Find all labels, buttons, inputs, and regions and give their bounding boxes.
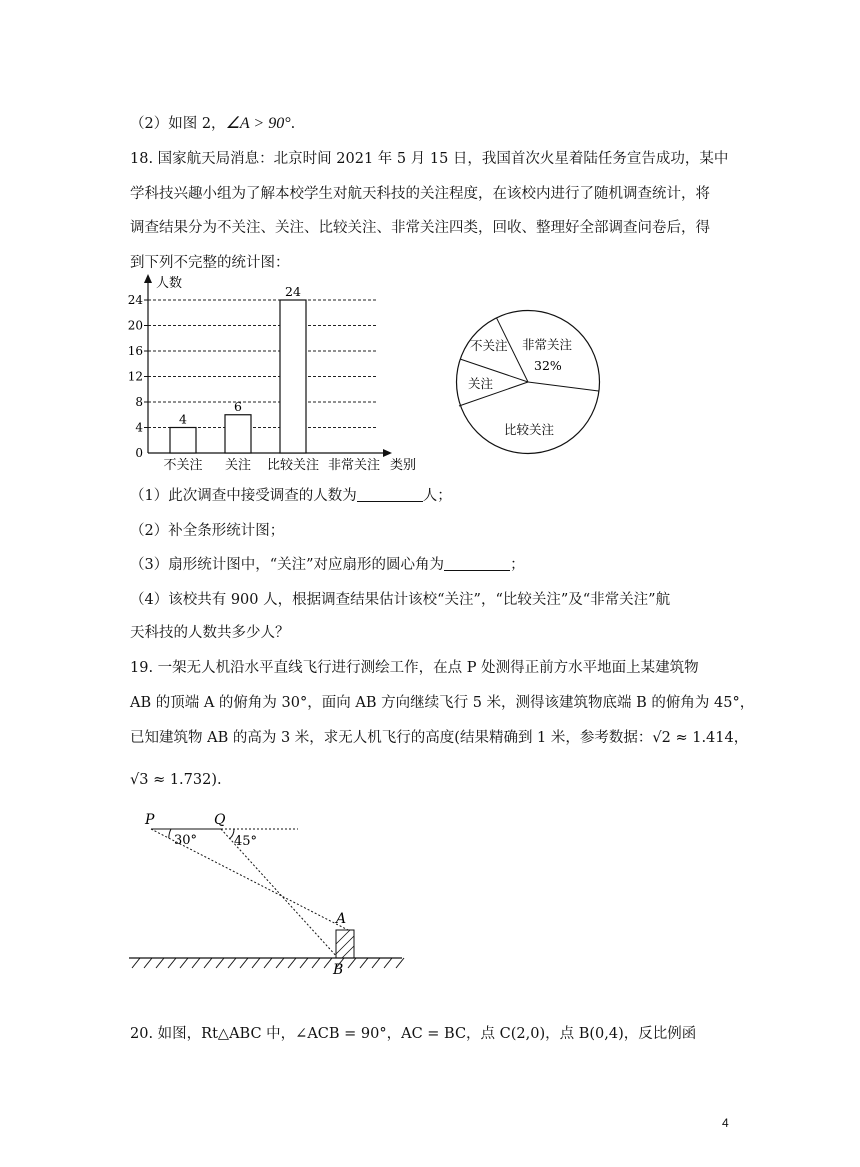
q18-line1: 18. 国家航天局消息：北京时间 2021 年 5 月 15 日，我国首次火星着陆任务宣告成功，某中 xyxy=(130,151,729,167)
ground-hatch-line xyxy=(216,958,224,968)
y-tick-label: 20 xyxy=(127,318,143,333)
ground-hatch-line xyxy=(264,958,272,968)
y-tick-label: 4 xyxy=(135,420,143,435)
y-tick-label: 8 xyxy=(135,395,143,409)
q17-part2-prefix: （2）如图 2， xyxy=(130,116,226,132)
q19-sqrt2: √2 ≈ 1.414， xyxy=(652,730,749,746)
q18-sub3-end: ； xyxy=(510,557,525,573)
ground-hatch-line xyxy=(168,958,176,968)
q18-sub1-text: （1）此次调查中接受调查的人数为 xyxy=(130,488,357,504)
ground-hatch-line xyxy=(312,958,320,968)
ground-hatch-line xyxy=(144,958,152,968)
bar xyxy=(280,300,306,453)
x-category-label: 比较关注 xyxy=(266,458,320,473)
q18-line2: 学科技兴趣小组为了解本校学生对航天科技的关注程度，在该校内进行了随机调查统计，将 xyxy=(130,186,710,202)
bar xyxy=(225,415,251,453)
bar-value-label: 4 xyxy=(179,411,187,427)
pie-divider-2 xyxy=(528,382,599,391)
ground-hatch-line xyxy=(192,958,200,968)
q19-line4: √3 ≈ 1.732). xyxy=(130,772,222,788)
q19-line3 xyxy=(130,726,748,747)
ground-hatch-line xyxy=(384,958,392,968)
ground-hatch-line xyxy=(180,958,188,968)
x-category-label: 关注 xyxy=(224,458,252,473)
ground-hatch-line xyxy=(276,958,284,968)
label-45: 45° xyxy=(234,834,258,849)
q19-line2: AB 的顶端 A 的俯角为 30°，面向 AB 方向继续飞行 5 米，测得该建筑物底端 B 的俯角为 45°， xyxy=(130,695,755,711)
ground-hatch-line xyxy=(252,958,260,968)
y-tick-label: 12 xyxy=(127,369,143,384)
ground-hatch-line xyxy=(156,958,164,968)
x-axis-label: 类别 xyxy=(390,458,417,473)
ground-hatching xyxy=(132,958,404,968)
ground-hatch-line xyxy=(228,958,236,968)
x-category-label: 不关注 xyxy=(163,458,203,473)
x-category-label: 非常关注 xyxy=(327,458,381,473)
y-axis-arrow xyxy=(144,274,152,283)
pie-label-none: 不关注 xyxy=(470,338,508,353)
q20-math: Rt△ABC 中，∠ACB = 90°，AC = BC，点 C(2,0)，点 B(0,4)，反比例函 xyxy=(201,1026,697,1042)
label-q: Q xyxy=(214,812,226,828)
q18-sub3-text: （3）扇形统计图中，“关注”对应扇形的圆心角为 xyxy=(130,557,445,573)
building-ab xyxy=(336,930,354,958)
bar xyxy=(170,428,196,454)
bar-chart xyxy=(126,270,426,480)
answer-blank-3[interactable] xyxy=(444,556,510,571)
label-30: 30° xyxy=(174,833,198,848)
q20-prefix: 20. 如图， xyxy=(130,1026,202,1042)
ground-hatch-line xyxy=(300,958,308,968)
q18-sub3 xyxy=(130,553,525,574)
q17-part2-suffix: . xyxy=(290,116,296,132)
q17-part2-math: ∠A > 90° xyxy=(225,115,291,132)
answer-blank-1[interactable] xyxy=(357,487,423,502)
q18-sub1 xyxy=(130,484,452,505)
ground-hatch-line xyxy=(288,958,296,968)
pie-label-very: 非常关注 xyxy=(522,337,573,352)
bar-value-label: 6 xyxy=(234,398,242,414)
q18-sub1-unit: 人； xyxy=(422,488,452,504)
q18-sub4-line2: 天科技的人数共多少人？ xyxy=(130,625,290,641)
ground-hatch-line xyxy=(324,958,332,968)
q18-sub4-line1: （4）该校共有 900 人，根据调查结果估计该校“关注”，“比较关注”及“非常关注”航 xyxy=(130,592,671,608)
pie-value-very: 32% xyxy=(534,358,562,373)
y-tick-label: 16 xyxy=(127,344,143,358)
ground-hatch-line xyxy=(240,958,248,968)
drone-figure xyxy=(126,808,408,978)
label-b: B xyxy=(333,962,344,978)
ground-hatch-line xyxy=(348,958,356,968)
ground-hatch-line xyxy=(372,958,380,968)
y-tick-label: 24 xyxy=(127,293,143,307)
x-axis-arrow xyxy=(383,449,392,457)
page-number: 4 xyxy=(722,1116,729,1130)
ground-hatch-line xyxy=(204,958,212,968)
pie-label-fairly: 比较关注 xyxy=(504,422,555,437)
q18-sub2: （2）补全条形统计图； xyxy=(130,523,285,539)
label-p: P xyxy=(145,812,155,828)
label-a: A xyxy=(336,911,347,927)
angle-arc-30 xyxy=(169,829,171,838)
y-axis-label: 人数 xyxy=(156,276,183,291)
ground-hatch-line xyxy=(396,958,404,968)
q20-line1 xyxy=(130,1022,696,1043)
q18-line4: 到下列不完整的统计图： xyxy=(130,255,290,271)
ground-hatch-line xyxy=(132,958,140,968)
ground-hatch-line xyxy=(360,958,368,968)
pie-label-concerned: 关注 xyxy=(468,376,494,391)
bar-value-label: 24 xyxy=(285,284,301,299)
pie-chart xyxy=(448,302,608,462)
y-tick-label: 0 xyxy=(135,446,143,460)
q19-line3-text: 已知建筑物 AB 的高为 3 米，求无人机飞行的高度(结果精确到 1 米，参考数据： xyxy=(130,730,653,746)
q17-part2 xyxy=(130,112,295,133)
q18-line3: 调查结果分为不关注、关注、比较关注、非常关注四类，回收、整理好全部调查问卷后，得 xyxy=(130,220,710,236)
q19-line1: 19. 一架无人机沿水平直线飞行进行测绘工作，在点 P 处测得正前方水平地面上某建筑物 xyxy=(130,660,699,676)
